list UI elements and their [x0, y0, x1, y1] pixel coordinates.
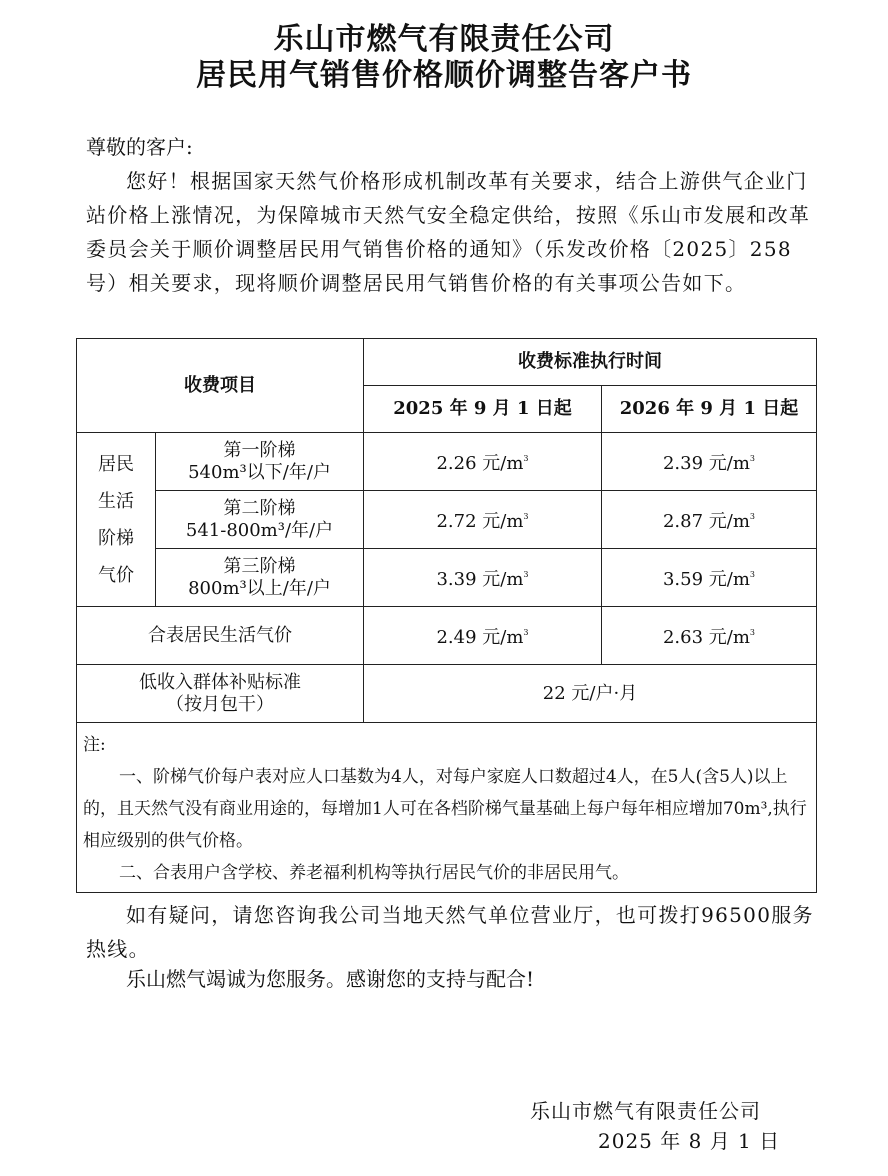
price-cell: 2.39 元$/m^3$	[602, 433, 817, 491]
tier-range: 800m³以上/年/户	[188, 577, 331, 599]
closing-paragraph: 如有疑问，请您咨询我公司当地天然气单位营业厅，也可拨打96500服务热线。	[86, 903, 814, 961]
note-2: 二、合表用户含学校、养老福利机构等执行居民气价的非居民用气。	[119, 863, 629, 883]
tier-2-cell	[156, 491, 364, 549]
shared-meter-label: 合表居民生活气价	[77, 607, 364, 665]
intro-paragraph: 您好！根据国家天然气价格形成机制改革有关要求，结合上游供气企业门站价格上涨情况，为保障城市天然气安全稳定供给，按照《乐山市发展和改革委员会关于顺价调整居民用气销售价格的通知》（乐发改价格〔2025〕258号）相关要求，现将顺价调整居民用气销售价格的有关事项公告如下。	[86, 169, 811, 295]
tier-name: 第一阶梯	[223, 439, 296, 461]
price-cell: 2.26 元$/m^3$	[364, 433, 602, 491]
tier-group-label	[77, 433, 156, 607]
subsidy-label	[77, 665, 364, 723]
tier-group-line: 生活	[98, 490, 134, 512]
date2-header: 2026 年 9 月 1 日起	[602, 386, 817, 433]
subsidy-value: 22 元/户·月	[364, 665, 817, 723]
notice-title-subject: 居民用气销售价格顺价调整告客户书	[196, 58, 692, 93]
fee-item-header: 收费项目	[77, 339, 364, 433]
tier-name: 第二阶梯	[223, 497, 296, 519]
subsidy-label-line: （按月包干）	[166, 693, 274, 715]
price-cell: 2.49 元$/m^3$	[364, 607, 602, 665]
signature-date: 2025 年 8 月 1 日	[598, 1129, 781, 1153]
note-1: 一、阶梯气价每户表对应人口基数为4人，对每户家庭人口数超过4人，在5人(含5人)以上的，且天然气没有商业用途的，每增加1人可在各档阶梯气量基础上每户每年相应增加70m³,执行相应级别的供气价格。	[83, 767, 807, 851]
salutation: 尊敬的客户:	[86, 135, 193, 159]
tier-group-line: 气价	[98, 564, 134, 586]
tier-group-line: 阶梯	[98, 527, 134, 549]
price-cell: 3.59 元$/m^3$	[602, 549, 817, 607]
price-table	[76, 338, 817, 893]
tier-name: 第三阶梯	[223, 555, 296, 577]
thanks-line: 乐山燃气竭诚为您服务。感谢您的支持与配合!	[126, 967, 535, 991]
tier-3-cell	[156, 549, 364, 607]
price-cell: 2.87 元$/m^3$	[602, 491, 817, 549]
notes-label: 注:	[83, 735, 106, 755]
tier-1-cell	[156, 433, 364, 491]
notice-title-company: 乐山市燃气有限责任公司	[273, 22, 615, 57]
tier-range: 540m³以下/年/户	[188, 461, 331, 483]
signature-company: 乐山市燃气有限责任公司	[530, 1099, 761, 1123]
date1-header: 2025 年 9 月 1 日起	[364, 386, 602, 433]
tier-range: 541-800m³/年/户	[185, 519, 334, 541]
price-cell: 3.39 元$/m^3$	[364, 549, 602, 607]
price-cell: 2.72 元$/m^3$	[364, 491, 602, 549]
price-cell: 2.63 元$/m^3$	[602, 607, 817, 665]
execution-time-header: 收费标准执行时间	[364, 339, 817, 386]
notes-cell	[77, 723, 817, 893]
tier-group-line: 居民	[98, 453, 134, 475]
subsidy-label-line: 低收入群体补贴标准	[139, 671, 301, 693]
